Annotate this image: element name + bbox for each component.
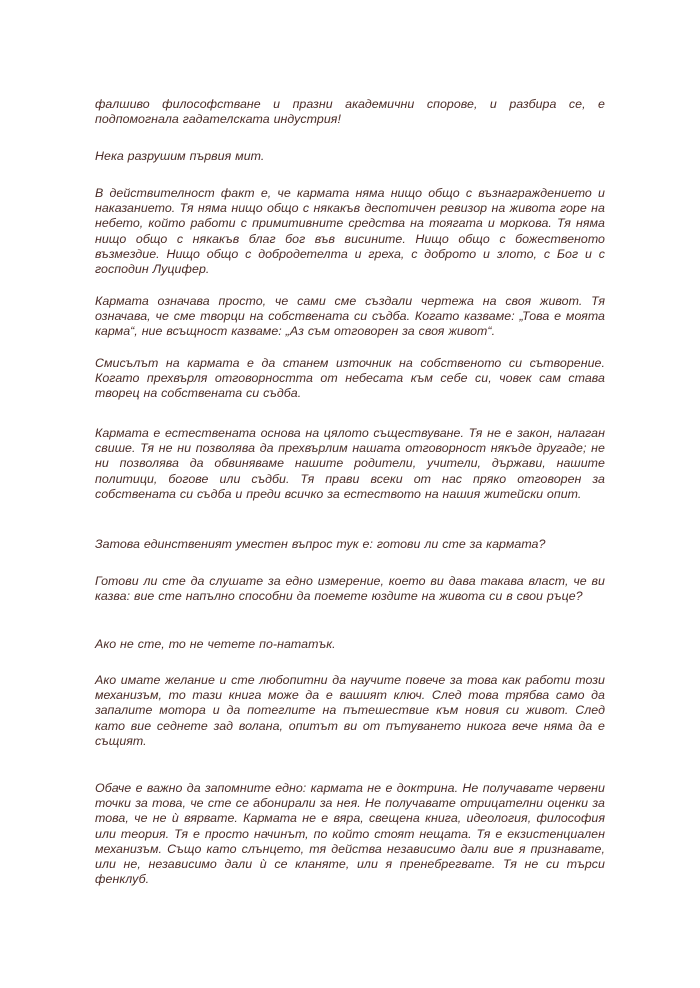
paragraph-11: Обаче е важно да запомните едно: кармата не е доктрина. Не получавате червени точки за това, че сте се абонирали за нея. Не получавате отрицателни оценки за това, че не ѝ вярвате. Кармата не е вяра, свещена книга, идеология, философия или теория. Тя е просто начинът, по който стоят нещата. Тя е екзистенциален механизъм. Също като слънцето, тя действа независимо дали вие я признавате, или не, независимо дали ѝ се кланяте, или я пренебрегвате. Тя не си търси фенклуб.	[95, 781, 605, 887]
paragraph-5: Смисълът на кармата е да станем източник на собственото си сътворение. Когато прехвърля отговорността от небесата към себе си, човек сам става творец на собствената си съдба.	[95, 356, 605, 401]
paragraph-4: Кармата означава просто, че сами сме създали чертежа на своя живот. Тя означава, че сме творци на собствената си съдба. Когато казваме: „Това е моята карма“, ние всъщност казваме: „Аз съм отговорен за своя живот“.	[95, 294, 605, 339]
paragraph-9: Ако не сте, то не четете по-нататък.	[95, 637, 336, 651]
paragraph-6: Кармата е естествената основа на цялото съществуване. Тя не е закон, налаган свише. Тя не ни позволява да прехвърлим нашата отговорност някъде другаде; не ни позволява да обвиняваме нашите родители, учители, държави, нашите политици, богове или съдби. Тя прави всеки от нас пряко отговорен за собствената си съдба и преди всичко за естеството на нашия житейски опит.	[95, 426, 605, 501]
paragraph-3: В действителност факт е, че кармата няма нищо общо с възнаграждението и наказанието. Тя няма нищо общо с някакъв деспотичен ревизор на живота горе на небето, който работи с примитивните средства на тоягата и моркова. Тя няма нищо общо с някакъв благ бог във висините. Нищо общо с божественото възмездие. Нищо общо с добродетелта и греха, с доброто и злото, с Бог и с господин Луцифер.	[95, 186, 605, 277]
paragraph-8: Готови ли сте да слушате за едно измерение, което ви дава такава власт, че ви казва: вие сте напълно способни да поемете юздите на живота си в свои ръце?	[95, 574, 605, 604]
paragraph-10: Ако имате желание и сте любопитни да научите повече за това как работи този механизъм, то тази книга може да е вашият ключ. След това трябва само да запалите мотора и да потеглите на пътешествие към новия си живот. След като вие седнете зад волана, опитът ви от пътуването никога вече няма да е същият.	[95, 673, 605, 748]
paragraph-1: фалшиво философстване и празни академични спорове, и разбира се, е подпомогнала гадателската индустрия!	[95, 97, 605, 127]
paragraph-7: Затова единственият уместен въпрос тук е: готови ли сте за кармата?	[95, 537, 546, 551]
paragraph-2: Нека разрушим първия мит.	[95, 149, 265, 163]
